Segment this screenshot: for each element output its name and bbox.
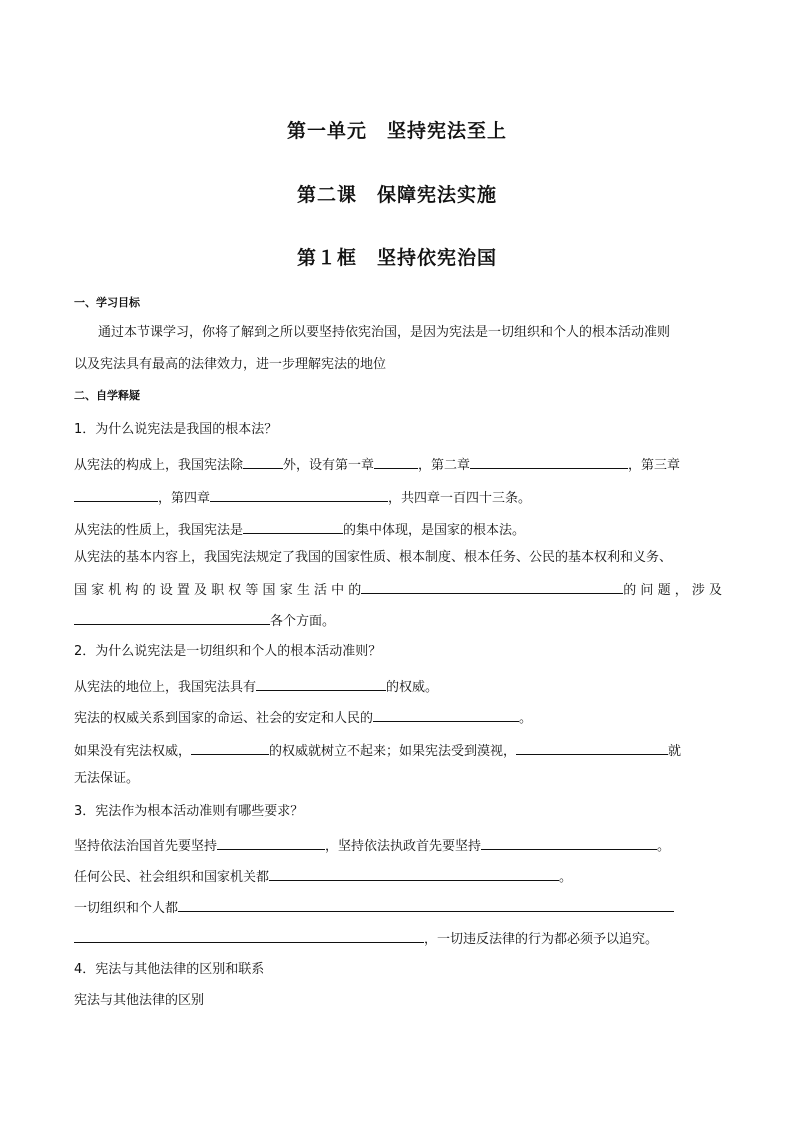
q2-line-2 xyxy=(74,708,532,727)
q3-text: 。 xyxy=(559,870,573,885)
q3-text: 。 xyxy=(657,839,671,854)
q1-text: 各个方面。 xyxy=(270,614,336,629)
q3-blank-governance[interactable] xyxy=(481,836,657,850)
q3-blank-rule-by-law[interactable] xyxy=(217,836,325,850)
q2-text: 的权威就树立不起来；如果宪法受到漠视， xyxy=(269,744,517,759)
q3-line-4 xyxy=(74,929,658,948)
q1-text: ，第三章 xyxy=(628,458,681,473)
q1-text: 从宪法的构成上，我国宪法除 xyxy=(74,458,244,473)
q1-blank-chapter1[interactable] xyxy=(374,455,418,469)
q1-text: 国 家 机 构 的 设 置 及 职 权 等 国 家 生 活 中 的 xyxy=(74,583,362,598)
q3-text: ，坚持依法执政首先要坚持 xyxy=(325,839,482,854)
lesson-title: 第二课 保障宪法实施 xyxy=(296,184,497,206)
q3-blank-all-orgs-2[interactable] xyxy=(74,929,424,943)
q1-line-2 xyxy=(74,488,531,507)
q2-text: 如果没有宪法权威， xyxy=(74,744,192,759)
q1-line-6 xyxy=(74,611,335,630)
q1-line-3 xyxy=(74,520,525,539)
q1-text: ，共四章一百四十三条。 xyxy=(388,491,532,506)
q1-text: ，第四章 xyxy=(158,491,211,506)
q1-line-1 xyxy=(74,455,680,474)
q2-title: 2．为什么说宪法是一切组织和个人的根本活动准则？ xyxy=(74,644,382,659)
q2-blank-guarantee[interactable] xyxy=(516,741,668,755)
q2-text: 的权威。 xyxy=(386,680,439,695)
goals-heading: 一、学习目标 xyxy=(74,296,140,309)
unit-title: 第一单元 坚持宪法至上 xyxy=(286,120,507,142)
q3-title: 3．宪法作为根本活动准则有哪些要求？ xyxy=(74,804,304,819)
q1-blank-chapter3[interactable] xyxy=(74,488,158,502)
q2-line-3 xyxy=(74,741,681,760)
q1-blank-nature[interactable] xyxy=(243,520,343,534)
q3-text: 任何公民、社会组织和国家机关都 xyxy=(74,870,270,885)
q3-blank-organs[interactable] xyxy=(269,867,559,881)
q1-text: 外，设有第一章 xyxy=(283,458,375,473)
q2-text: 宪法的权威关系到国家的命运、社会的安定和人民的 xyxy=(74,711,374,726)
q2-line-4: 无法保证。 xyxy=(74,771,140,786)
q1-title: 1．为什么说宪法是我国的根本法？ xyxy=(74,422,278,437)
goals-text-line-1: 通过本节课学习，你将了解到之所以要坚持依宪治国，是因为宪法是一切组织和个人的根本活动准则 xyxy=(98,325,671,340)
q1-line-5 xyxy=(74,580,722,599)
q3-text: 一切组织和个人都 xyxy=(74,901,179,916)
q3-line-1 xyxy=(74,836,670,855)
q2-blank-law-authority[interactable] xyxy=(191,741,269,755)
q1-line-4: 从宪法的基本内容上，我国宪法规定了我国的国家性质、根本制度、根本任务、公民的基本权利和义务、 xyxy=(74,550,673,565)
q2-blank-authority[interactable] xyxy=(256,677,386,691)
q1-blank-fundamental-issues[interactable] xyxy=(361,580,623,594)
section-title: 第１框 坚持依宪治国 xyxy=(296,247,497,269)
q3-text: 坚持依法治国首先要坚持 xyxy=(74,839,218,854)
q2-line-1 xyxy=(74,677,438,696)
q3-line-3 xyxy=(74,898,674,917)
q2-text: 就 xyxy=(668,744,682,759)
q2-text: 。 xyxy=(519,711,533,726)
q3-line-2 xyxy=(74,867,572,886)
q4-subheading: 宪法与其他法律的区别 xyxy=(74,993,205,1008)
goals-text-line-2: 以及宪法具有最高的法律效力，进一步理解宪法的地位 xyxy=(74,357,387,372)
q2-text: 从宪法的地位上，我国宪法具有 xyxy=(74,680,257,695)
q1-blank-aspects[interactable] xyxy=(74,611,270,625)
q1-blank-chapter2[interactable] xyxy=(470,455,628,469)
q1-text: 的 问 题 ， 涉 及 xyxy=(623,583,722,598)
q3-text: ，一切违反法律的行为都必须予以追究。 xyxy=(424,932,659,947)
q1-text: ，第二章 xyxy=(418,458,471,473)
q1-blank-preamble[interactable] xyxy=(243,455,283,469)
q1-blank-chapter4[interactable] xyxy=(210,488,388,502)
selfstudy-heading: 二、自学释疑 xyxy=(74,389,140,402)
q3-blank-all-orgs-1[interactable] xyxy=(178,898,674,912)
q2-blank-people[interactable] xyxy=(373,708,519,722)
q4-title: 4．宪法与其他法律的区别和联系 xyxy=(74,962,265,977)
q1-text: 的集中体现，是国家的根本法。 xyxy=(343,523,526,538)
q1-text: 从宪法的性质上，我国宪法是 xyxy=(74,523,244,538)
